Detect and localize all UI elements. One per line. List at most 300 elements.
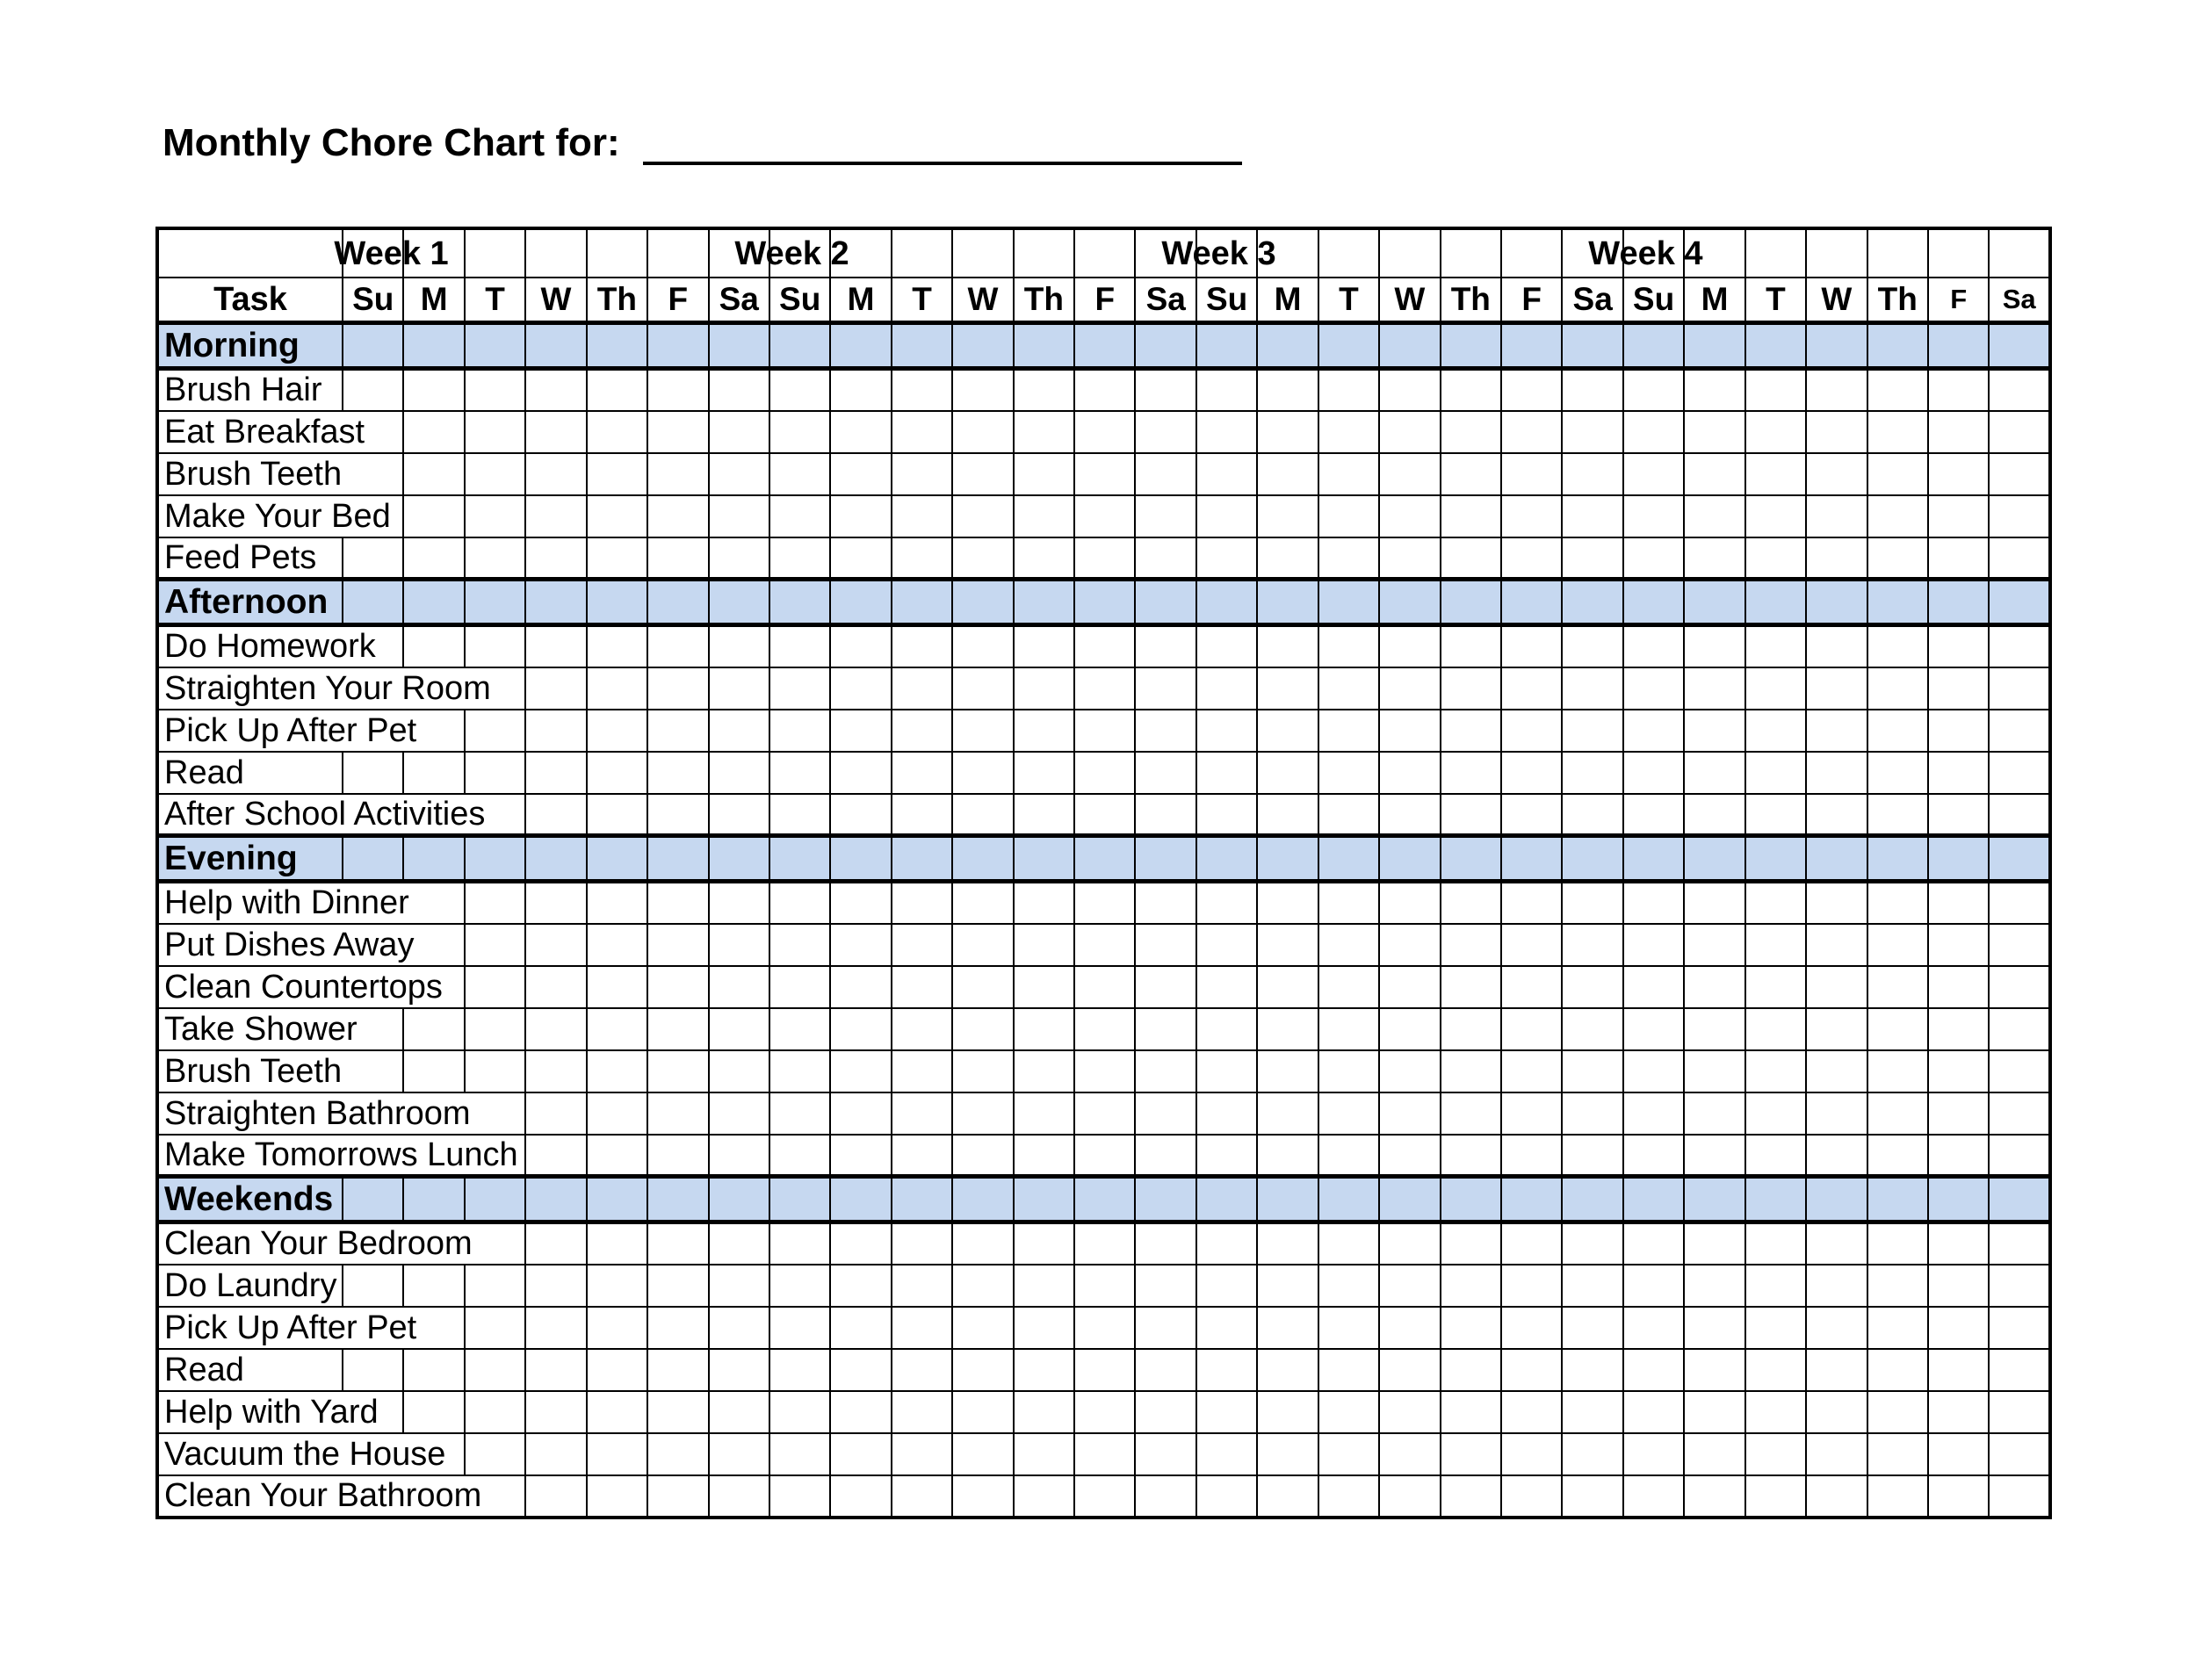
- check-cell[interactable]: [1441, 1433, 1501, 1475]
- check-cell[interactable]: [952, 794, 1013, 836]
- check-cell[interactable]: [1684, 667, 1745, 710]
- check-cell[interactable]: [465, 1349, 525, 1391]
- check-cell[interactable]: [1074, 1349, 1135, 1391]
- check-cell[interactable]: [892, 411, 952, 453]
- check-cell[interactable]: [1806, 1265, 1867, 1307]
- check-cell[interactable]: [1806, 794, 1867, 836]
- check-cell[interactable]: [709, 1307, 769, 1349]
- check-cell[interactable]: [769, 667, 830, 710]
- check-cell[interactable]: [1135, 752, 1196, 794]
- check-cell[interactable]: [1928, 1433, 1989, 1475]
- check-cell[interactable]: [1684, 369, 1745, 411]
- check-cell[interactable]: [952, 625, 1013, 667]
- check-cell[interactable]: [1501, 882, 1562, 924]
- check-cell[interactable]: [647, 882, 708, 924]
- check-cell[interactable]: [1135, 1475, 1196, 1518]
- check-cell[interactable]: [1867, 369, 1928, 411]
- check-cell[interactable]: [1867, 1222, 1928, 1265]
- check-cell[interactable]: [952, 1265, 1013, 1307]
- check-cell[interactable]: [830, 1307, 891, 1349]
- check-cell[interactable]: [1562, 625, 1622, 667]
- check-cell[interactable]: [892, 495, 952, 537]
- check-cell[interactable]: [1441, 752, 1501, 794]
- check-cell[interactable]: [1501, 1349, 1562, 1391]
- check-cell[interactable]: [892, 752, 952, 794]
- check-cell[interactable]: [525, 1050, 586, 1092]
- check-cell[interactable]: [1135, 1222, 1196, 1265]
- check-cell[interactable]: [769, 369, 830, 411]
- name-field[interactable]: [643, 118, 1242, 165]
- check-cell[interactable]: [1441, 1391, 1501, 1433]
- check-cell[interactable]: [465, 1307, 525, 1349]
- check-cell[interactable]: [1806, 1307, 1867, 1349]
- check-cell[interactable]: [1684, 495, 1745, 537]
- check-cell[interactable]: [1928, 625, 1989, 667]
- check-cell[interactable]: [587, 1307, 647, 1349]
- check-cell[interactable]: [647, 1349, 708, 1391]
- check-cell[interactable]: [1014, 667, 1074, 710]
- check-cell[interactable]: [1989, 495, 2050, 537]
- check-cell[interactable]: [1989, 1135, 2050, 1177]
- check-cell[interactable]: [1684, 1265, 1745, 1307]
- check-cell[interactable]: [1989, 1008, 2050, 1050]
- check-cell[interactable]: [647, 966, 708, 1008]
- check-cell[interactable]: [1501, 1222, 1562, 1265]
- check-cell[interactable]: [1196, 1135, 1257, 1177]
- check-cell[interactable]: [1501, 667, 1562, 710]
- check-cell[interactable]: [525, 1135, 586, 1177]
- check-cell[interactable]: [1928, 882, 1989, 924]
- check-cell[interactable]: [1074, 1391, 1135, 1433]
- check-cell[interactable]: [1441, 495, 1501, 537]
- check-cell[interactable]: [952, 1307, 1013, 1349]
- check-cell[interactable]: [1623, 924, 1684, 966]
- check-cell[interactable]: [1014, 1475, 1074, 1518]
- check-cell[interactable]: [830, 537, 891, 580]
- check-cell[interactable]: [1989, 369, 2050, 411]
- check-cell[interactable]: [1074, 537, 1135, 580]
- check-cell[interactable]: [525, 1391, 586, 1433]
- check-cell[interactable]: [769, 1391, 830, 1433]
- check-cell[interactable]: [830, 882, 891, 924]
- check-cell[interactable]: [1989, 1433, 2050, 1475]
- check-cell[interactable]: [1562, 924, 1622, 966]
- check-cell[interactable]: [465, 537, 525, 580]
- check-cell[interactable]: [647, 710, 708, 752]
- check-cell[interactable]: [952, 710, 1013, 752]
- check-cell[interactable]: [1257, 794, 1318, 836]
- check-cell[interactable]: [587, 453, 647, 495]
- check-cell[interactable]: [1684, 1349, 1745, 1391]
- check-cell[interactable]: [1014, 1008, 1074, 1050]
- check-cell[interactable]: [1135, 1391, 1196, 1433]
- check-cell[interactable]: [1014, 752, 1074, 794]
- check-cell[interactable]: [1196, 794, 1257, 836]
- check-cell[interactable]: [769, 1135, 830, 1177]
- check-cell[interactable]: [1501, 1008, 1562, 1050]
- check-cell[interactable]: [769, 924, 830, 966]
- check-cell[interactable]: [647, 537, 708, 580]
- check-cell[interactable]: [587, 667, 647, 710]
- check-cell[interactable]: [1501, 1092, 1562, 1135]
- check-cell[interactable]: [1379, 411, 1440, 453]
- check-cell[interactable]: [709, 495, 769, 537]
- check-cell[interactable]: [1623, 1475, 1684, 1518]
- check-cell[interactable]: [343, 453, 403, 495]
- check-cell[interactable]: [1562, 966, 1622, 1008]
- check-cell[interactable]: [587, 794, 647, 836]
- check-cell[interactable]: [1623, 411, 1684, 453]
- check-cell[interactable]: [647, 411, 708, 453]
- check-cell[interactable]: [1441, 1050, 1501, 1092]
- check-cell[interactable]: [830, 924, 891, 966]
- check-cell[interactable]: [1014, 1391, 1074, 1433]
- check-cell[interactable]: [1441, 369, 1501, 411]
- check-cell[interactable]: [1257, 882, 1318, 924]
- check-cell[interactable]: [892, 924, 952, 966]
- check-cell[interactable]: [952, 453, 1013, 495]
- check-cell[interactable]: [1501, 411, 1562, 453]
- check-cell[interactable]: [1318, 1307, 1379, 1349]
- check-cell[interactable]: [1074, 1092, 1135, 1135]
- check-cell[interactable]: [1257, 1050, 1318, 1092]
- check-cell[interactable]: [525, 667, 586, 710]
- check-cell[interactable]: [709, 369, 769, 411]
- check-cell[interactable]: [1196, 924, 1257, 966]
- check-cell[interactable]: [1562, 495, 1622, 537]
- check-cell[interactable]: [1379, 1349, 1440, 1391]
- check-cell[interactable]: [587, 1008, 647, 1050]
- check-cell[interactable]: [1684, 882, 1745, 924]
- check-cell[interactable]: [952, 1135, 1013, 1177]
- check-cell[interactable]: [1501, 495, 1562, 537]
- check-cell[interactable]: [1684, 752, 1745, 794]
- check-cell[interactable]: [1867, 1092, 1928, 1135]
- check-cell[interactable]: [709, 411, 769, 453]
- check-cell[interactable]: [525, 1265, 586, 1307]
- check-cell[interactable]: [1806, 667, 1867, 710]
- check-cell[interactable]: [587, 1433, 647, 1475]
- check-cell[interactable]: [1745, 1135, 1806, 1177]
- check-cell[interactable]: [952, 369, 1013, 411]
- check-cell[interactable]: [1623, 453, 1684, 495]
- check-cell[interactable]: [1562, 1349, 1622, 1391]
- check-cell[interactable]: [1196, 411, 1257, 453]
- check-cell[interactable]: [587, 1349, 647, 1391]
- check-cell[interactable]: [1196, 495, 1257, 537]
- check-cell[interactable]: [1318, 1092, 1379, 1135]
- check-cell[interactable]: [1379, 1265, 1440, 1307]
- check-cell[interactable]: [709, 453, 769, 495]
- check-cell[interactable]: [1745, 1475, 1806, 1518]
- check-cell[interactable]: [343, 1050, 403, 1092]
- check-cell[interactable]: [1441, 411, 1501, 453]
- check-cell[interactable]: [587, 1050, 647, 1092]
- check-cell[interactable]: [1501, 1475, 1562, 1518]
- check-cell[interactable]: [892, 1092, 952, 1135]
- check-cell[interactable]: [1867, 495, 1928, 537]
- check-cell[interactable]: [1196, 667, 1257, 710]
- check-cell[interactable]: [1014, 1050, 1074, 1092]
- check-cell[interactable]: [1928, 495, 1989, 537]
- check-cell[interactable]: [1989, 667, 2050, 710]
- check-cell[interactable]: [465, 1008, 525, 1050]
- check-cell[interactable]: [892, 710, 952, 752]
- check-cell[interactable]: [952, 1008, 1013, 1050]
- check-cell[interactable]: [1379, 1433, 1440, 1475]
- check-cell[interactable]: [892, 1307, 952, 1349]
- check-cell[interactable]: [647, 1307, 708, 1349]
- check-cell[interactable]: [830, 1135, 891, 1177]
- check-cell[interactable]: [1318, 537, 1379, 580]
- check-cell[interactable]: [1989, 1050, 2050, 1092]
- check-cell[interactable]: [1014, 495, 1074, 537]
- check-cell[interactable]: [1989, 1307, 2050, 1349]
- check-cell[interactable]: [1379, 1135, 1440, 1177]
- check-cell[interactable]: [709, 1391, 769, 1433]
- check-cell[interactable]: [1867, 667, 1928, 710]
- check-cell[interactable]: [1318, 1222, 1379, 1265]
- check-cell[interactable]: [892, 453, 952, 495]
- check-cell[interactable]: [1441, 1092, 1501, 1135]
- check-cell[interactable]: [465, 924, 525, 966]
- check-cell[interactable]: [1014, 924, 1074, 966]
- check-cell[interactable]: [1441, 625, 1501, 667]
- check-cell[interactable]: [1135, 1008, 1196, 1050]
- check-cell[interactable]: [769, 966, 830, 1008]
- check-cell[interactable]: [1928, 369, 1989, 411]
- check-cell[interactable]: [769, 1265, 830, 1307]
- check-cell[interactable]: [1014, 794, 1074, 836]
- check-cell[interactable]: [1806, 710, 1867, 752]
- check-cell[interactable]: [525, 794, 586, 836]
- check-cell[interactable]: [1623, 1135, 1684, 1177]
- check-cell[interactable]: [1196, 1349, 1257, 1391]
- check-cell[interactable]: [952, 1475, 1013, 1518]
- check-cell[interactable]: [525, 710, 586, 752]
- check-cell[interactable]: [1623, 752, 1684, 794]
- check-cell[interactable]: [952, 882, 1013, 924]
- check-cell[interactable]: [1989, 1265, 2050, 1307]
- check-cell[interactable]: [769, 453, 830, 495]
- check-cell[interactable]: [1745, 667, 1806, 710]
- check-cell[interactable]: [1867, 625, 1928, 667]
- check-cell[interactable]: [1867, 1475, 1928, 1518]
- check-cell[interactable]: [1989, 710, 2050, 752]
- check-cell[interactable]: [1623, 1265, 1684, 1307]
- check-cell[interactable]: [1745, 369, 1806, 411]
- check-cell[interactable]: [1074, 1008, 1135, 1050]
- check-cell[interactable]: [830, 710, 891, 752]
- check-cell[interactable]: [1074, 1475, 1135, 1518]
- check-cell[interactable]: [1318, 1475, 1379, 1518]
- check-cell[interactable]: [1867, 453, 1928, 495]
- check-cell[interactable]: [709, 1222, 769, 1265]
- check-cell[interactable]: [952, 1349, 1013, 1391]
- check-cell[interactable]: [769, 882, 830, 924]
- check-cell[interactable]: [709, 1050, 769, 1092]
- check-cell[interactable]: [1074, 1307, 1135, 1349]
- check-cell[interactable]: [1257, 1008, 1318, 1050]
- check-cell[interactable]: [465, 1265, 525, 1307]
- check-cell[interactable]: [1562, 1307, 1622, 1349]
- check-cell[interactable]: [1318, 882, 1379, 924]
- check-cell[interactable]: [1014, 453, 1074, 495]
- check-cell[interactable]: [1867, 1349, 1928, 1391]
- check-cell[interactable]: [769, 625, 830, 667]
- check-cell[interactable]: [709, 625, 769, 667]
- check-cell[interactable]: [1562, 453, 1622, 495]
- check-cell[interactable]: [1501, 1433, 1562, 1475]
- check-cell[interactable]: [1623, 625, 1684, 667]
- check-cell[interactable]: [1074, 966, 1135, 1008]
- check-cell[interactable]: [1623, 966, 1684, 1008]
- check-cell[interactable]: [769, 1349, 830, 1391]
- check-cell[interactable]: [525, 411, 586, 453]
- check-cell[interactable]: [952, 752, 1013, 794]
- check-cell[interactable]: [1074, 1050, 1135, 1092]
- check-cell[interactable]: [1989, 966, 2050, 1008]
- check-cell[interactable]: [1989, 1391, 2050, 1433]
- check-cell[interactable]: [465, 495, 525, 537]
- check-cell[interactable]: [1379, 453, 1440, 495]
- check-cell[interactable]: [1867, 1391, 1928, 1433]
- check-cell[interactable]: [1074, 1222, 1135, 1265]
- check-cell[interactable]: [465, 625, 525, 667]
- check-cell[interactable]: [1379, 1092, 1440, 1135]
- check-cell[interactable]: [465, 1391, 525, 1433]
- check-cell[interactable]: [465, 453, 525, 495]
- check-cell[interactable]: [1379, 1008, 1440, 1050]
- check-cell[interactable]: [1135, 1349, 1196, 1391]
- check-cell[interactable]: [1014, 966, 1074, 1008]
- check-cell[interactable]: [1135, 1307, 1196, 1349]
- check-cell[interactable]: [1135, 710, 1196, 752]
- check-cell[interactable]: [709, 667, 769, 710]
- check-cell[interactable]: [1257, 1265, 1318, 1307]
- check-cell[interactable]: [403, 1349, 464, 1391]
- check-cell[interactable]: [892, 369, 952, 411]
- check-cell[interactable]: [1928, 1349, 1989, 1391]
- check-cell[interactable]: [403, 453, 464, 495]
- check-cell[interactable]: [1806, 1349, 1867, 1391]
- check-cell[interactable]: [1135, 495, 1196, 537]
- check-cell[interactable]: [1501, 794, 1562, 836]
- check-cell[interactable]: [830, 1050, 891, 1092]
- check-cell[interactable]: [1928, 1391, 1989, 1433]
- check-cell[interactable]: [1867, 1433, 1928, 1475]
- check-cell[interactable]: [1074, 495, 1135, 537]
- check-cell[interactable]: [1684, 1475, 1745, 1518]
- check-cell[interactable]: [709, 882, 769, 924]
- check-cell[interactable]: [465, 1222, 525, 1265]
- check-cell[interactable]: [1745, 752, 1806, 794]
- check-cell[interactable]: [1441, 710, 1501, 752]
- check-cell[interactable]: [1806, 411, 1867, 453]
- check-cell[interactable]: [343, 1265, 403, 1307]
- check-cell[interactable]: [892, 1349, 952, 1391]
- check-cell[interactable]: [1318, 453, 1379, 495]
- check-cell[interactable]: [1989, 411, 2050, 453]
- check-cell[interactable]: [1501, 966, 1562, 1008]
- check-cell[interactable]: [1623, 369, 1684, 411]
- check-cell[interactable]: [1623, 537, 1684, 580]
- check-cell[interactable]: [1806, 966, 1867, 1008]
- check-cell[interactable]: [1928, 966, 1989, 1008]
- check-cell[interactable]: [647, 1265, 708, 1307]
- check-cell[interactable]: [403, 411, 464, 453]
- check-cell[interactable]: [1318, 794, 1379, 836]
- check-cell[interactable]: [769, 1050, 830, 1092]
- check-cell[interactable]: [1379, 752, 1440, 794]
- check-cell[interactable]: [1806, 1135, 1867, 1177]
- check-cell[interactable]: [830, 1222, 891, 1265]
- check-cell[interactable]: [465, 710, 525, 752]
- check-cell[interactable]: [1501, 1307, 1562, 1349]
- check-cell[interactable]: [830, 369, 891, 411]
- check-cell[interactable]: [830, 411, 891, 453]
- check-cell[interactable]: [1135, 882, 1196, 924]
- check-cell[interactable]: [830, 966, 891, 1008]
- check-cell[interactable]: [1806, 1008, 1867, 1050]
- check-cell[interactable]: [1562, 752, 1622, 794]
- check-cell[interactable]: [1441, 537, 1501, 580]
- check-cell[interactable]: [1745, 1349, 1806, 1391]
- check-cell[interactable]: [1928, 667, 1989, 710]
- check-cell[interactable]: [1379, 1391, 1440, 1433]
- check-cell[interactable]: [1196, 1391, 1257, 1433]
- check-cell[interactable]: [1562, 1135, 1622, 1177]
- check-cell[interactable]: [1318, 495, 1379, 537]
- check-cell[interactable]: [1501, 1391, 1562, 1433]
- check-cell[interactable]: [830, 1008, 891, 1050]
- check-cell[interactable]: [709, 752, 769, 794]
- check-cell[interactable]: [892, 625, 952, 667]
- check-cell[interactable]: [1562, 1391, 1622, 1433]
- check-cell[interactable]: [1135, 794, 1196, 836]
- check-cell[interactable]: [1257, 537, 1318, 580]
- check-cell[interactable]: [1318, 1433, 1379, 1475]
- check-cell[interactable]: [465, 1050, 525, 1092]
- check-cell[interactable]: [1745, 1050, 1806, 1092]
- check-cell[interactable]: [769, 1008, 830, 1050]
- check-cell[interactable]: [1257, 1135, 1318, 1177]
- check-cell[interactable]: [1806, 369, 1867, 411]
- check-cell[interactable]: [1623, 1433, 1684, 1475]
- check-cell[interactable]: [1257, 495, 1318, 537]
- check-cell[interactable]: [952, 1433, 1013, 1475]
- check-cell[interactable]: [1318, 369, 1379, 411]
- check-cell[interactable]: [1867, 1050, 1928, 1092]
- check-cell[interactable]: [1928, 1222, 1989, 1265]
- check-cell[interactable]: [1745, 1433, 1806, 1475]
- check-cell[interactable]: [1501, 1135, 1562, 1177]
- check-cell[interactable]: [465, 411, 525, 453]
- check-cell[interactable]: [1257, 1222, 1318, 1265]
- check-cell[interactable]: [1441, 1475, 1501, 1518]
- check-cell[interactable]: [647, 495, 708, 537]
- check-cell[interactable]: [1014, 710, 1074, 752]
- check-cell[interactable]: [1196, 1265, 1257, 1307]
- check-cell[interactable]: [892, 1265, 952, 1307]
- check-cell[interactable]: [1379, 966, 1440, 1008]
- check-cell[interactable]: [769, 1092, 830, 1135]
- check-cell[interactable]: [1684, 1391, 1745, 1433]
- check-cell[interactable]: [892, 1222, 952, 1265]
- check-cell[interactable]: [647, 924, 708, 966]
- check-cell[interactable]: [647, 1222, 708, 1265]
- check-cell[interactable]: [1684, 710, 1745, 752]
